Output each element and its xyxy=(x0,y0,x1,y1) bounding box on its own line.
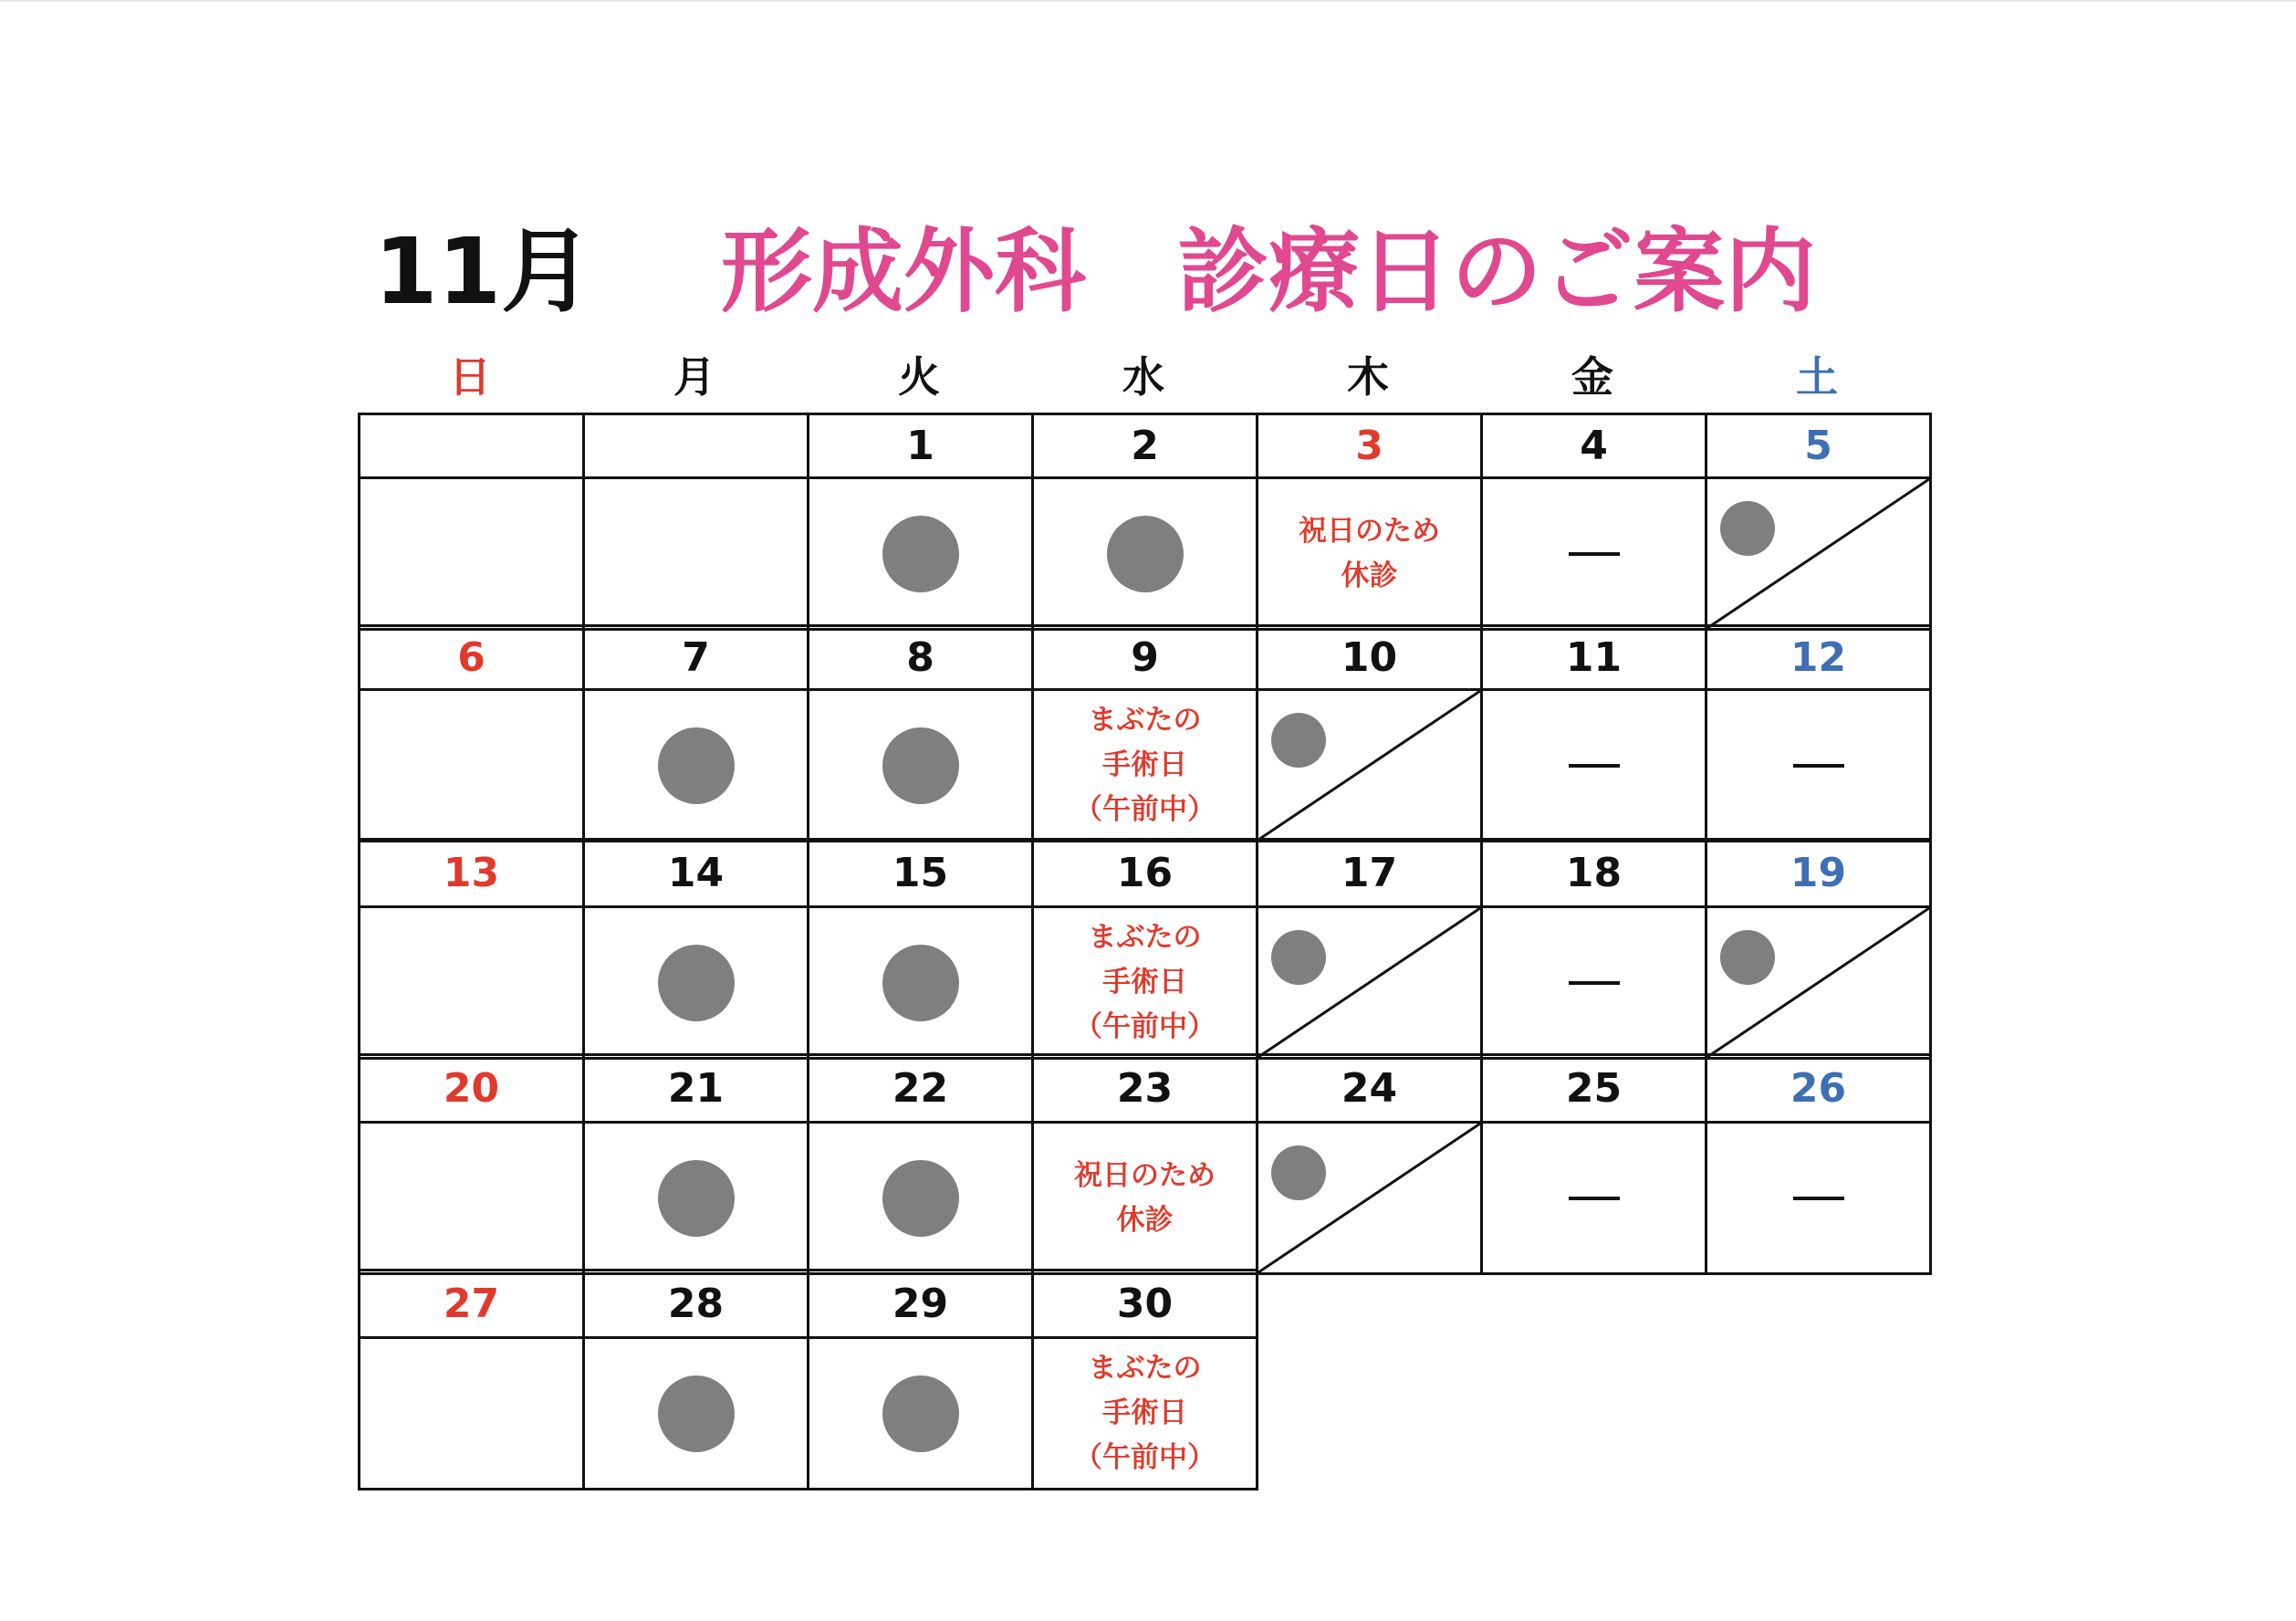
half-day-mark xyxy=(1258,691,1480,840)
note-line: 休診 xyxy=(1116,1203,1174,1237)
weekday-sat: 土 xyxy=(1796,352,1838,402)
half-day-mark xyxy=(1707,908,1929,1057)
note-line: まぶたの xyxy=(1088,1352,1202,1385)
date-number: 28 xyxy=(582,1269,809,1339)
day-status-cell xyxy=(1705,1121,1932,1275)
holiday-closed-note xyxy=(1074,1154,1216,1243)
day-status-cell xyxy=(1480,476,1707,631)
day-status-cell xyxy=(1705,476,1932,631)
day-status-cell xyxy=(1256,1121,1483,1275)
closed-dash-icon xyxy=(1793,764,1844,768)
day-status-cell xyxy=(1031,476,1258,631)
day-status-cell xyxy=(1031,905,1258,1060)
date-number: 10 xyxy=(1256,624,1483,691)
weekday-tue: 火 xyxy=(898,352,940,402)
date-number: 17 xyxy=(1256,838,1483,908)
date-number: 29 xyxy=(807,1269,1034,1339)
open-circle-icon xyxy=(658,1375,735,1452)
open-circle-icon xyxy=(882,516,959,592)
day-status-cell xyxy=(358,905,585,1060)
day-status-cell xyxy=(582,905,809,1060)
day-status-cell xyxy=(1031,688,1258,842)
date-number: 19 xyxy=(1705,838,1932,908)
day-status-cell xyxy=(807,1121,1034,1275)
note-line: まぶたの xyxy=(1088,704,1202,737)
date-number xyxy=(358,413,585,479)
date-number: 14 xyxy=(582,838,809,908)
day-status-cell xyxy=(582,1121,809,1275)
note-line: 祝日のため xyxy=(1074,1158,1216,1192)
half-day-mark xyxy=(1258,908,1480,1057)
date-number: 5 xyxy=(1705,413,1932,479)
weekday-sun: 日 xyxy=(449,352,491,402)
date-number: 6 xyxy=(358,624,585,691)
closed-dash-icon xyxy=(1793,1197,1844,1200)
open-circle-icon xyxy=(658,727,735,804)
day-status-cell xyxy=(1480,1121,1707,1275)
open-circle-icon xyxy=(882,1375,959,1452)
day-status-cell xyxy=(1480,905,1707,1060)
date-number: 9 xyxy=(1031,624,1258,691)
open-circle-icon xyxy=(882,945,959,1021)
date-number: 26 xyxy=(1705,1053,1932,1124)
date-number: 8 xyxy=(807,624,1034,691)
date-number xyxy=(582,413,809,479)
day-status-cell xyxy=(1480,688,1707,842)
note-line: まぶたの xyxy=(1088,921,1202,954)
diagonal-slash-icon xyxy=(1258,908,1480,1057)
diagonal-slash-icon xyxy=(1707,908,1929,1057)
date-number: 13 xyxy=(358,838,585,908)
date-number: 30 xyxy=(1031,1269,1258,1339)
note-line: 手術日 xyxy=(1102,1396,1187,1429)
date-number: 20 xyxy=(358,1053,585,1124)
day-status-cell xyxy=(1256,476,1483,631)
date-number: 2 xyxy=(1031,413,1258,479)
open-circle-icon xyxy=(882,727,959,804)
day-status-cell xyxy=(807,476,1034,631)
day-status-cell xyxy=(1256,688,1483,842)
day-status-cell xyxy=(1031,1121,1258,1275)
note-line: （午前中） xyxy=(1074,793,1216,826)
diagonal-slash-icon xyxy=(1258,691,1480,840)
diagonal-slash-icon xyxy=(1707,479,1929,628)
day-status-cell xyxy=(807,688,1034,842)
diagonal-slash-icon xyxy=(1258,1124,1480,1272)
open-circle-icon xyxy=(1107,516,1184,592)
note-line: （午前中） xyxy=(1074,1010,1216,1043)
closed-dash-icon xyxy=(1569,981,1620,985)
date-number: 21 xyxy=(582,1053,809,1124)
date-number: 4 xyxy=(1480,413,1707,479)
date-number: 1 xyxy=(807,413,1034,479)
date-number: 7 xyxy=(582,624,809,691)
day-status-cell xyxy=(582,1336,809,1490)
half-day-mark xyxy=(1258,1124,1480,1272)
weekday-thu: 木 xyxy=(1347,352,1389,402)
day-status-cell xyxy=(582,688,809,842)
date-number: 15 xyxy=(807,838,1034,908)
eyelid-surgery-note xyxy=(1074,915,1216,1050)
eyelid-surgery-note xyxy=(1074,698,1216,832)
open-circle-icon xyxy=(882,1160,959,1237)
closed-dash-icon xyxy=(1569,764,1620,768)
weekday-wed: 水 xyxy=(1122,352,1164,402)
date-number: 23 xyxy=(1031,1053,1258,1124)
date-number: 24 xyxy=(1256,1053,1483,1124)
date-number: 22 xyxy=(807,1053,1034,1124)
note-line: 祝日のため xyxy=(1299,514,1440,548)
day-status-cell xyxy=(1031,1336,1258,1490)
weekday-header-row xyxy=(358,345,1929,409)
day-status-cell xyxy=(582,476,809,631)
holiday-closed-note xyxy=(1299,509,1440,599)
date-number: 27 xyxy=(358,1269,585,1339)
day-status-cell xyxy=(358,476,585,631)
date-number: 3 xyxy=(1256,413,1483,479)
date-number: 12 xyxy=(1705,624,1932,691)
day-status-cell xyxy=(1256,905,1483,1060)
weekday-mon: 月 xyxy=(673,352,715,402)
day-status-cell xyxy=(1705,905,1932,1060)
open-circle-icon xyxy=(658,945,735,1021)
date-number: 11 xyxy=(1480,624,1707,691)
date-number: 25 xyxy=(1480,1053,1707,1124)
note-line: 手術日 xyxy=(1102,966,1187,999)
closed-dash-icon xyxy=(1569,1197,1620,1200)
page-title: 形成外科 診療日のご案内 xyxy=(721,218,1816,325)
date-number: 18 xyxy=(1480,838,1707,908)
day-status-cell xyxy=(807,905,1034,1060)
weekday-fri: 金 xyxy=(1571,352,1613,402)
day-status-cell xyxy=(1705,688,1932,842)
top-border-line xyxy=(0,0,2296,2)
eyelid-surgery-note xyxy=(1074,1346,1216,1480)
note-line: 休診 xyxy=(1341,559,1398,592)
open-circle-icon xyxy=(658,1160,735,1237)
note-line: （午前中） xyxy=(1074,1441,1216,1474)
date-number: 16 xyxy=(1031,838,1258,908)
day-status-cell xyxy=(358,1121,585,1275)
half-day-mark xyxy=(1707,479,1929,628)
day-status-cell xyxy=(358,1336,585,1490)
closed-dash-icon xyxy=(1569,552,1620,556)
month-label: 11月 xyxy=(374,218,593,325)
note-line: 手術日 xyxy=(1102,748,1187,781)
day-status-cell xyxy=(358,688,585,842)
day-status-cell xyxy=(807,1336,1034,1490)
